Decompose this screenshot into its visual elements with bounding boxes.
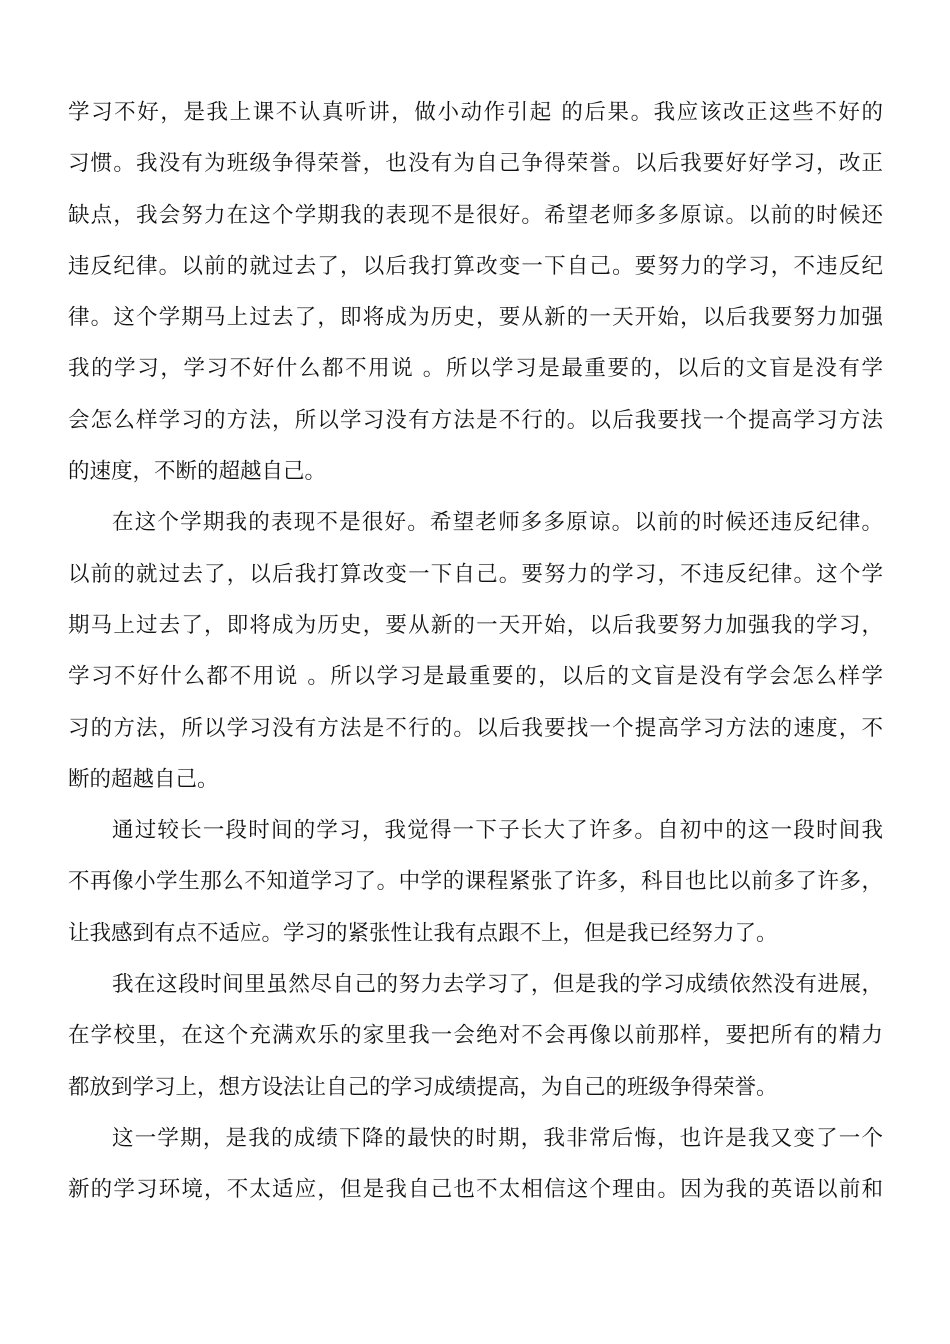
text-line: 在这个学期我的表现不是很好。希望老师多多原谅。以前的时候还违反纪律。 xyxy=(112,510,883,536)
text-line: 学习不好什么都不用说 。所以学习是最重要的，以后的文盲是没有学会怎么样学 xyxy=(68,664,883,690)
text-line: 会怎么样学习的方法，所以学习没有方法是不行的。以后我要找一个提高学习方法 xyxy=(68,407,883,433)
text-line: 这一学期，是我的成绩下降的最快的时期，我非常后悔，也许是我又变了一个 xyxy=(112,1125,883,1151)
text-line: 期马上过去了，即将成为历史，要从新的一天开始，以后我要努力加强我的学习， xyxy=(68,612,883,638)
document-body xyxy=(68,92,883,1221)
text-line: 缺点，我会努力在这个学期我的表现不是很好。希望老师多多原谅。以前的时候还 xyxy=(68,202,883,228)
text-line: 通过较长一段时间的学习，我觉得一下子长大了许多。自初中的这一段时间我 xyxy=(112,818,883,844)
text-line: 不再像小学生那么不知道学习了。中学的课程紧张了许多，科目也比以前多了许多， xyxy=(68,869,883,895)
text-line: 让我感到有点不适应。学习的紧张性让我有点跟不上，但是我已经努力了。 xyxy=(68,920,778,946)
text-line: 我在这段时间里虽然尽自己的努力去学习了，但是我的学习成绩依然没有进展， xyxy=(112,972,883,998)
text-line: 断的超越自己。 xyxy=(68,766,219,792)
text-line: 律。这个学期马上过去了，即将成为历史，要从新的一天开始，以后我要努力加强 xyxy=(68,305,883,331)
text-line: 违反纪律。以前的就过去了，以后我打算改变一下自己。要努力的学习，不违反纪 xyxy=(68,253,883,279)
text-line: 习的方法，所以学习没有方法是不行的。以后我要找一个提高学习方法的速度，不 xyxy=(68,715,883,741)
text-line: 都放到学习上，想方设法让自己的学习成绩提高，为自己的班级争得荣誉。 xyxy=(68,1074,778,1100)
text-line: 我的学习，学习不好什么都不用说 。所以学习是最重要的，以后的文盲是没有学 xyxy=(68,356,883,382)
text-line: 以前的就过去了，以后我打算改变一下自己。要努力的学习，不违反纪律。这个学 xyxy=(68,561,883,587)
text-line: 学习不好，是我上课不认真听讲，做小动作引起 的后果。我应该改正这些不好的 xyxy=(68,100,883,125)
text-line: 习惯。我没有为班级争得荣誉，也没有为自己争得荣誉。以后我要好好学习，改正 xyxy=(68,151,883,177)
text-line: 新的学习环境，不太适应，但是我自己也不太相信这个理由。因为我的英语以前和 xyxy=(68,1177,883,1203)
text-line: 在学校里，在这个充满欢乐的家里我一会绝对不会再像以前那样，要把所有的精力 xyxy=(68,1023,883,1049)
text-line: 的速度，不断的超越自己。 xyxy=(68,459,327,485)
